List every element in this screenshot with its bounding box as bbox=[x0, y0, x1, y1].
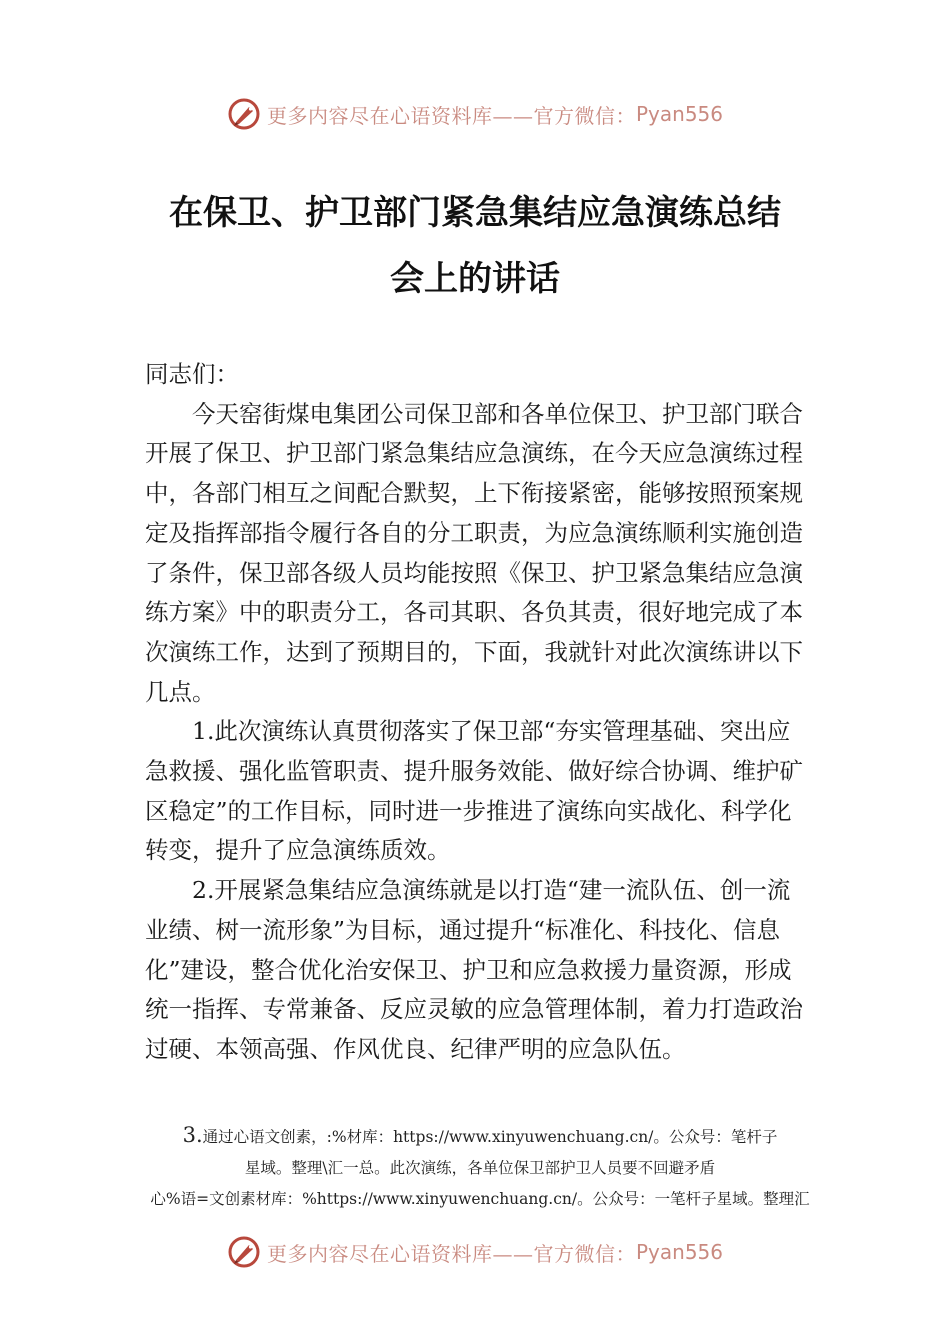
salutation: 同志们： bbox=[145, 360, 239, 388]
footer-banner bbox=[0, 1232, 950, 1272]
document-title bbox=[120, 180, 830, 312]
footer-note bbox=[130, 1120, 830, 1215]
footer-note-line-2: 星域。整理\汇一总。此次演练，各单位保卫部护卫人员要不回避矛盾 bbox=[244, 1159, 716, 1177]
footer-note-line-1-text: 通过心语文创素，:%材库：https://www.xinyuwenchuang.cn/。公众号：笔杆子 bbox=[202, 1128, 778, 1146]
document-body bbox=[145, 355, 807, 1070]
footer-note-line-3: 心%语=文创素材库：%https://www.xinyuwenchuang.cn/。公众号：一笔杆子星域。整理汇 bbox=[150, 1190, 810, 1208]
title-line-1: 在保卫、护卫部门紧急集结应急演练总结 bbox=[169, 193, 781, 233]
pen-nib-logo-icon bbox=[227, 97, 261, 131]
header-banner bbox=[0, 94, 950, 134]
pen-nib-logo-icon bbox=[227, 1235, 261, 1269]
footer-note-line-1 bbox=[130, 1120, 830, 1153]
body-paragraph-point-2: 2.开展紧急集结应急演练就是以打造“建一流队伍、创一流业绩、树一流形象”为目标，通过提升“标准化、科技化、信息化”建设，整合优化治安保卫、护卫和应急救援力量资源，形成统一指挥、专常兼备、反应灵敏的应急管理体制，着力打造政治过硬、本领高强、作风优良、纪律严明的应急队伍。 bbox=[145, 876, 803, 1063]
body-paragraph-intro: 今天窑街煤电集团公司保卫部和各单位保卫、护卫部门联合开展了保卫、护卫部门紧急集结应急演练，在今天应急演练过程中，各部门相互之间配合默契，上下衔接紧密，能够按照预案规定及指挥部指令履行各自的分工职责，为应急演练顺利实施创造了条件，保卫部各级人员均能按照《保卫、护卫紧急集结应急演练方案》中的职责分工，各司其职、各负其责，很好地完成了本次演练工作，达到了预期目的，下面，我就针对此次演练讲以下几点。 bbox=[145, 399, 803, 706]
banner-text: 更多内容尽在心语资料库——官方微信： bbox=[266, 1241, 636, 1266]
title-line-2: 会上的讲话 bbox=[390, 259, 560, 299]
banner-wechat-id: Pyan556 bbox=[635, 1240, 723, 1264]
banner-wechat-id: Pyan556 bbox=[635, 102, 723, 126]
footer-note-number: 3. bbox=[182, 1123, 203, 1147]
banner-text: 更多内容尽在心语资料库——官方微信： bbox=[266, 103, 636, 128]
body-paragraph-point-1: 1.此次演练认真贯彻落实了保卫部“夯实管理基础、突出应急救援、强化监管职责、提升服务效能、做好综合协调、维护矿区稳定”的工作目标，同时进一步推进了演练向实战化、科学化转变，提升了应急演练质效。 bbox=[145, 717, 803, 865]
